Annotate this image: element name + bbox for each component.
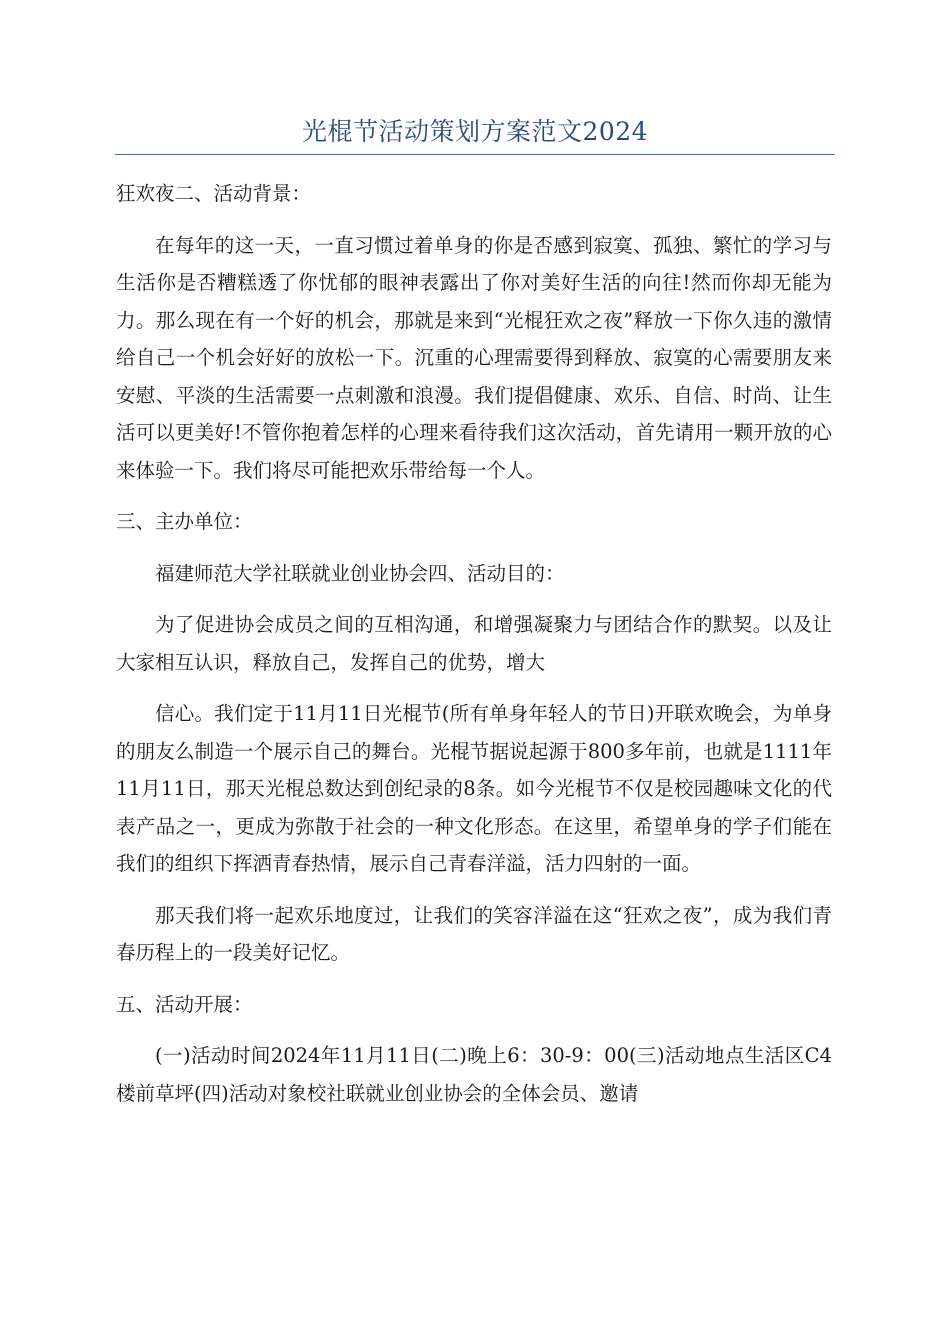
paragraph-memory: 那天我们将一起欢乐地度过，让我们的笑容洋溢在这“狂欢之夜”，成为我们青春历程上的一段美好记忆。	[116, 903, 832, 964]
section-heading-organizer: 三、主办单位：	[116, 510, 253, 533]
document-title: 光棍节活动策划方案范文2024	[301, 117, 649, 146]
section-heading-background: 狂欢夜二、活动背景：	[116, 182, 312, 205]
paragraph-background: 在每年的这一天，一直习惯过着单身的你是否感到寂寞、孤独、繁忙的学习与生活你是否糟糕透了你忧郁的眼神表露出了你对美好生活的向往!然而你却无能为力。那么现在有一个好的机会，那就是来到“光棍狂欢之夜”释放一下你久违的激情给自己一个机会好好的放松一下。沉重的心理需要得到释放、寂寞的心需要朋友来安慰、平淡的生活需要一点刺激和浪漫。我们提倡健康、欢乐、自信、时尚、让生活可以更美好!不管你抱着怎样的心理来看待我们这次活动，首先请用一颗开放的心来体验一下。我们将尽可能把欢乐带给每一个人。	[116, 233, 832, 482]
document-body	[116, 175, 832, 1126]
title-underline	[115, 154, 835, 155]
paragraph-organizer: 福建师范大学社联就业创业协会四、活动目的：	[155, 561, 565, 585]
section-heading-activity: 五、活动开展：	[116, 992, 253, 1016]
paragraph-purpose: 为了促进协会成员之间的互相沟通，和增强凝聚力与团结合作的默契。以及让大家相互认识，释放自己，发挥自己的优势，增大	[116, 613, 832, 674]
paragraph-activity-details: (一)活动时间2024年11月11日(二)晚上6：30-9：00(三)活动地点生活区C4楼前草坪(四)活动对象校社联就业创业协会的全体会员、邀请	[116, 1044, 832, 1105]
paragraph-confidence: 信心。我们定于11月11日光棍节(所有单身年轻人的节日)开联欢晚会，为单身的朋友么制造一个展示自己的舞台。光棍节据说起源于800多年前，也就是1111年11月11日，那天光棍总数达到创纪录的8条。如今光棍节不仅是校园趣味文化的代表产品之一，更成为弥散于社会的一种文化形态。在这里，希望单身的学子们能在我们的组织下挥洒青春热情，展示自己青春洋溢，活力四射的一面。	[116, 702, 832, 875]
